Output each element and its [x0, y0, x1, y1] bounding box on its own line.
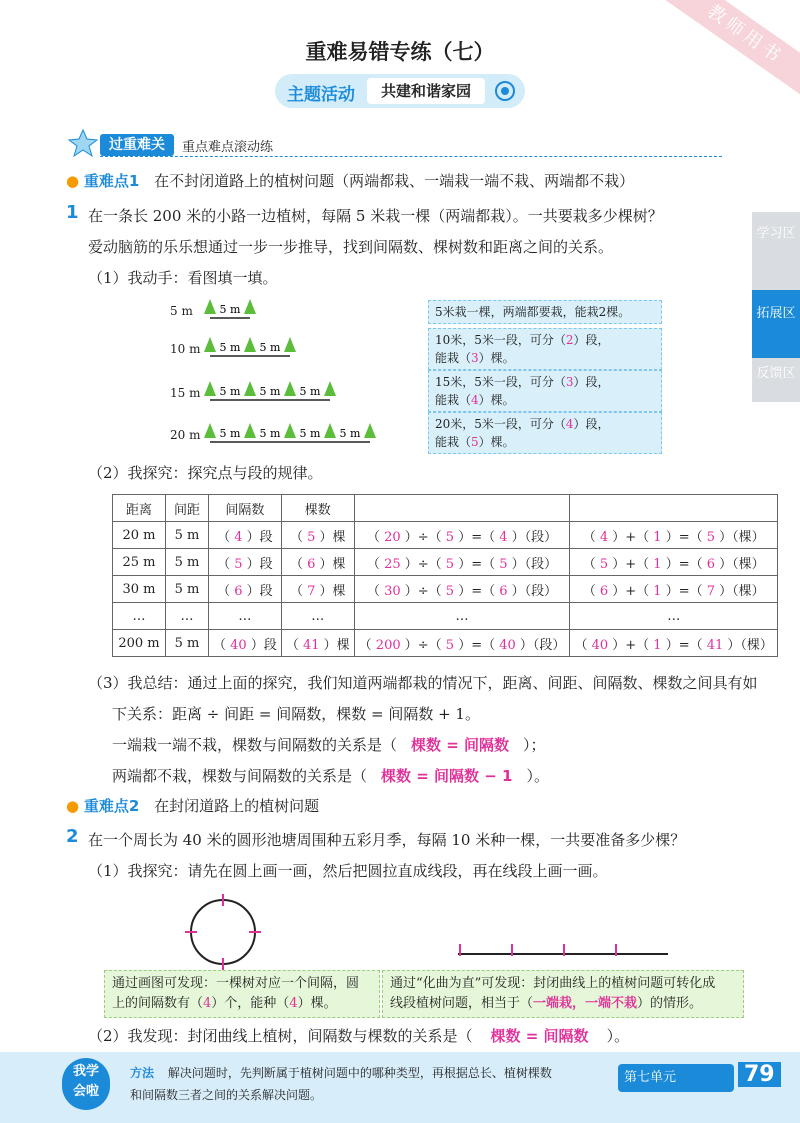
tree-row-diagram: [200, 378, 340, 404]
segment-label: 5 m: [259, 341, 281, 354]
answer-box-1: [428, 300, 662, 324]
method-tag: 方法: [130, 1066, 155, 1080]
box-text: ）棵。: [478, 351, 515, 365]
cell: …: [209, 603, 282, 630]
table-row: [113, 630, 778, 657]
cell: 5 m: [166, 576, 209, 603]
answer-cell: 20: [384, 529, 401, 545]
cell: …: [354, 603, 570, 630]
tree-row-diagram: [200, 334, 300, 360]
cell: （ 6 ）+（ 1 ）=（ 7 ）（棵）: [570, 576, 778, 603]
segment-label: 5 m: [219, 385, 241, 398]
box-text: ）段，: [573, 417, 610, 431]
table-row: [113, 603, 778, 630]
q1-part3c: 一端栽一端不栽，棵数与间隔数的关系是（ 棵数 = 间隔数 ）；: [112, 736, 546, 754]
cell: （ 6 ）段: [209, 576, 282, 603]
method-text: 解决问题时，先判断属于植树问题中的哪种类型，再根据总长、植树棵数: [167, 1066, 552, 1080]
q1-line1: 在一条长 200 米的小路一边植树，每隔 5 米栽一棵（两端都栽）。一共要栽多少棵树？: [88, 207, 663, 225]
cell: （ 30 ）÷（ 5 ）=（ 6 ）（段）: [354, 576, 570, 603]
side-tab-feedback[interactable]: [752, 358, 800, 402]
box-text: ）个，能种（: [211, 996, 290, 1011]
side-tab-learn[interactable]: [752, 212, 800, 292]
table-row: [113, 549, 778, 576]
answer-cell: 4: [234, 529, 243, 545]
answer-cell: 4: [499, 529, 508, 545]
key-point-2: [66, 795, 319, 816]
answer-box-2: [428, 328, 662, 370]
answer-cell: 4: [599, 529, 609, 545]
footer: [0, 1052, 800, 1123]
answer-cell: 5: [499, 556, 508, 572]
tree-icon: [204, 381, 216, 396]
cell: 5 m: [166, 522, 209, 549]
table-header: [354, 495, 570, 522]
segment-label: 5 m: [219, 303, 241, 316]
table-header: 距离: [113, 495, 166, 522]
answer-cell: 200: [375, 637, 401, 653]
box-text: 10米，5米一段，可分（: [435, 333, 566, 347]
tree-icon: [284, 337, 296, 352]
answer-cell: 6: [234, 583, 243, 599]
line-segment-diagram: [452, 940, 672, 960]
answer-cell: 41: [706, 637, 724, 653]
box-text: 15米，5米一段，可分（: [435, 375, 566, 389]
cell: 5 m: [166, 549, 209, 576]
cell: （ 40 ）+（ 1 ）=（ 41 ）（棵）: [570, 630, 778, 657]
answer-cell: 6: [599, 583, 609, 599]
segment-label: 5 m: [339, 427, 361, 440]
key-point-text: 在不封闭道路上的植树问题（两端都栽、一端栽一端不栽、两端都不栽）: [154, 172, 635, 190]
q1-part2: （2）我探究：探究点与段的规律。: [88, 464, 323, 482]
box-text: 20米，5米一段，可分（: [435, 417, 566, 431]
cell: …: [113, 603, 166, 630]
answer-cell: 40: [230, 637, 247, 653]
cell: （ 25 ）÷（ 5 ）=（ 5 ）（段）: [354, 549, 570, 576]
answer-cell: 5: [307, 529, 316, 545]
tree-icon: [364, 423, 376, 438]
cell: 5 m: [166, 630, 209, 657]
tree-row-diagram: [200, 296, 260, 322]
cell: （ 5 ）棵: [281, 522, 354, 549]
cell: 30 m: [113, 576, 166, 603]
answer-text: 棵数 = 间隔数: [490, 1027, 589, 1045]
side-tab-extend[interactable]: [752, 290, 800, 362]
tree-icon: [324, 381, 336, 396]
unit-badge: [618, 1064, 734, 1092]
box-text: 上的间隔数有（: [112, 996, 204, 1011]
cell: （ 6 ）棵: [281, 549, 354, 576]
key-point-text: 在封闭道路上的植树问题: [154, 797, 320, 815]
section-label: 过重难关: [100, 134, 174, 156]
segment-label: 5 m: [259, 427, 281, 440]
section-divider: [100, 156, 722, 157]
answer-cell: 30: [384, 583, 401, 599]
answer-cell: 5: [599, 556, 609, 572]
sentence-text: 一端栽一端不栽，棵数与间隔数的关系是（: [112, 736, 398, 754]
q1-part3b: 下关系：距离 ÷ 间距 = 间隔数，棵数 = 间隔数 + 1。: [112, 705, 480, 723]
question-number: 2: [66, 826, 79, 847]
box-text: ）段，: [573, 375, 610, 389]
cell: （ 20 ）÷（ 5 ）=（ 4 ）（段）: [354, 522, 570, 549]
star-mascot-icon: [66, 128, 100, 158]
cell: …: [570, 603, 778, 630]
sentence-text: 两端都不栽，棵数与间隔数的关系是（: [112, 767, 368, 785]
box-answer: 3: [565, 375, 574, 389]
q2-part2: （2）我发现：封闭曲线上植树，间隔数与棵数的关系是（ 棵数 = 间隔数 ）。: [88, 1027, 630, 1045]
cell: 200 m: [113, 630, 166, 657]
method-text: 和间隔数三者之间的关系解决问题。: [130, 1088, 323, 1102]
answer-cell: 5: [445, 529, 455, 545]
table-row: [113, 576, 778, 603]
badge-text: 会啦: [72, 1084, 99, 1099]
cell: （ 5 ）段: [209, 549, 282, 576]
side-tab-label: 学习区: [756, 226, 796, 241]
answer-cell: 1: [653, 637, 662, 653]
segment-label: 5 m: [219, 341, 241, 354]
table-header: 间距: [166, 495, 209, 522]
q2-line1: 在一个周长为 40 米的圆形池塘周围种五彩月季，每隔 10 米种一棵，一共要准备多少棵？: [88, 831, 686, 849]
exploration-table: [112, 494, 778, 657]
box-answer: 4: [471, 393, 479, 407]
sentence-text: （2）我发现：封闭曲线上植树，间隔数与棵数的关系是（: [88, 1027, 473, 1045]
theme-topic: 共建和谐家园: [367, 78, 485, 104]
q1-line2: 爱动脑筋的乐乐想通过一步一步推导，找到间隔数、棵树数和距离之间的关系。: [88, 238, 614, 256]
cell: （ 41 ）棵: [281, 630, 354, 657]
tree-icon: [244, 337, 256, 352]
unit-label: 第七单元: [624, 1070, 677, 1085]
box-text: 能栽（: [435, 351, 472, 365]
method-note: [130, 1062, 610, 1106]
box-text: ）的情形。: [637, 996, 703, 1011]
box-text: 通过“化曲为直”可发现：封闭曲线上的植树问题可转化成: [390, 976, 716, 991]
box-answer: 4: [203, 996, 212, 1011]
tree-icon: [204, 423, 216, 438]
page-number: 79: [738, 1062, 781, 1087]
tree-icon: [204, 299, 216, 314]
corner-ribbon: 教师用书: [641, 0, 800, 115]
answer-cell: 5: [706, 529, 716, 545]
cell: （ 40 ）段: [209, 630, 282, 657]
answer-cell: 1: [653, 583, 662, 599]
answer-cell: 7: [706, 583, 716, 599]
answer-cell: 41: [302, 637, 320, 653]
answer-box-3: [428, 370, 662, 412]
answer-cell: 6: [307, 556, 316, 572]
cell: （ 4 ）+（ 1 ）=（ 5 ）（棵）: [570, 522, 778, 549]
box-answer: 2: [565, 333, 574, 347]
tree-icon: [284, 381, 296, 396]
table-header-row: [113, 495, 778, 522]
box-answer: 3: [471, 351, 479, 365]
side-tab-label: 反馈区: [756, 366, 796, 381]
q2-part1: （1）我探究：请先在圆上画一画，然后把圆拉直成线段，再在线段上画一画。: [88, 862, 608, 880]
badge-text: 我学: [72, 1064, 99, 1079]
q1-part3d: 两端都不栽，棵数与间隔数的关系是（ 棵数 = 间隔数 − 1 ）。: [112, 767, 549, 785]
cell: 20 m: [113, 522, 166, 549]
answer-cell: 5: [445, 583, 455, 599]
q1-part3a: （3）我总结：通过上面的探究，我们知道两端都栽的情况下，距离、间距、间隔数、棵数之间具有如: [88, 674, 758, 692]
segment-label: 5 m: [299, 427, 321, 440]
answer-cell: 5: [445, 637, 455, 653]
answer-cell: 1: [653, 556, 662, 572]
answer-cell: 5: [234, 556, 243, 572]
box-text: 线段植树问题，相当于（: [390, 996, 534, 1011]
target-icon: [493, 80, 517, 102]
learned-badge: [62, 1058, 110, 1110]
segment-label: 5 m: [259, 385, 281, 398]
bulb-icon: ●: [66, 172, 80, 190]
cell: （ 200 ）÷（ 5 ）=（ 40 ）（段）: [354, 630, 570, 657]
segment-label: 5 m: [219, 427, 241, 440]
box-text: ）棵。: [478, 435, 515, 449]
circle-diagram: [180, 892, 266, 972]
box-answer: 一端栽，一端不栽: [533, 996, 638, 1011]
distance-label: 10 m: [170, 342, 201, 356]
key-point-tag: 重难点1: [83, 172, 140, 190]
box-text: 5米栽一棵，两端都要栽，能栽2棵。: [435, 305, 631, 319]
table-header: 间隔数: [209, 495, 282, 522]
segment-label: 5 m: [299, 385, 321, 398]
tree-icon: [244, 423, 256, 438]
tree-icon: [244, 299, 256, 314]
box-answer: 4: [289, 996, 298, 1011]
q1-part1: （1）我动手：看图填一填。: [88, 269, 278, 287]
bulb-icon: ●: [66, 797, 80, 815]
box-text: 通过画图可发现：一棵树对应一个间隔，圆: [112, 976, 360, 991]
table-row: [113, 522, 778, 549]
page-title: 重难易错专练（七）: [305, 40, 495, 64]
box-text: ）棵。: [478, 393, 515, 407]
answer-cell: 5: [445, 556, 455, 572]
distance-label: 20 m: [170, 428, 201, 442]
table-header: 棵数: [281, 495, 354, 522]
tree-icon: [324, 423, 336, 438]
answer-cell: 1: [653, 529, 662, 545]
table-header: [570, 495, 778, 522]
answer-cell: 40: [499, 637, 516, 653]
answer-cell: 40: [591, 637, 609, 653]
tree-icon: [284, 423, 296, 438]
box-text: ）段，: [573, 333, 610, 347]
cell: （ 7 ）棵: [281, 576, 354, 603]
box-answer: 5: [471, 435, 479, 449]
answer-cell: 25: [384, 556, 401, 572]
question-number: 1: [66, 202, 79, 223]
key-point-1: [66, 170, 634, 191]
cell: 25 m: [113, 549, 166, 576]
discovery-box-2: [382, 970, 744, 1018]
box-answer: 4: [565, 417, 574, 431]
cell: （ 5 ）+（ 1 ）=（ 6 ）（棵）: [570, 549, 778, 576]
answer-box-4: [428, 412, 662, 454]
theme-label: 主题活动: [287, 85, 355, 105]
tree-row-diagram: [200, 420, 380, 446]
distance-label: 5 m: [170, 304, 193, 318]
side-tab-label: 拓展区: [756, 306, 796, 321]
answer-cell: 6: [706, 556, 716, 572]
answer-text: 棵数 = 间隔数: [411, 736, 510, 754]
answer-cell: 6: [499, 583, 508, 599]
tree-icon: [204, 337, 216, 352]
cell: （ 4 ）段: [209, 522, 282, 549]
discovery-box-1: [104, 970, 380, 1018]
cell: …: [166, 603, 209, 630]
distance-label: 15 m: [170, 386, 201, 400]
key-point-tag: 重难点2: [83, 797, 140, 815]
answer-cell: 7: [307, 583, 316, 599]
answer-text: 棵数 = 间隔数 − 1: [381, 767, 513, 785]
section-subtitle: 重点难点滚动练: [182, 140, 274, 155]
theme-banner: [275, 74, 525, 108]
cell: …: [281, 603, 354, 630]
box-text: 能栽（: [435, 393, 472, 407]
box-text: 能栽（: [435, 435, 472, 449]
tree-icon: [244, 381, 256, 396]
box-text: ）棵。: [297, 996, 337, 1011]
